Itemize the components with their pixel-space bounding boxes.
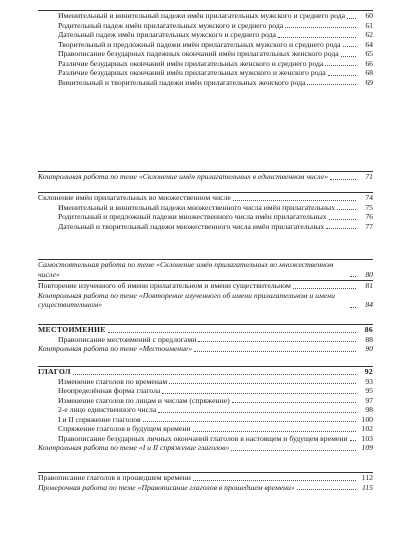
toc-entry[interactable] [38,473,373,483]
toc-section [38,472,373,492]
entry-title: Правописание местоимений с предлогами [58,334,197,344]
dot-leader [194,351,356,352]
toc-entry[interactable] [38,212,373,222]
toc-entry[interactable] [38,222,373,232]
entry-page: 92 [364,367,373,376]
toc-entry[interactable] [38,203,373,213]
toc-entry[interactable] [38,59,373,69]
entry-title: Контрольная работа по теме «Местоимение» [38,344,193,353]
dot-leader [329,219,356,220]
entry-page: 61 [365,20,373,30]
toc-entry[interactable] [38,21,373,31]
entry-page: 77 [365,221,373,231]
dot-leader [330,179,356,180]
toc-entry[interactable] [38,30,373,40]
entry-title: Неопределённая форма глагола [58,386,161,395]
entry-page: 115 [362,482,373,492]
toc-entry[interactable] [38,172,373,182]
entry-page: 97 [365,395,373,405]
entry-title: Именительный и винительный падежи множественного числа имён прилагательных [58,202,336,212]
entry-page: 88 [365,334,373,344]
toc-entry[interactable] [38,424,373,434]
entry-title: Контрольная работа по теме «Повторение изученного об имени прилагательном и имени существительном» [38,290,335,309]
entry-title: Винительный и творительный падежи имён прилагательных женского рода [58,77,306,87]
entry-title: Различие безударных окончаний имён прилагательных женского и среднего рода [58,58,324,68]
toc-entry[interactable] [38,405,373,415]
dot-leader [293,288,356,289]
toc-entry[interactable] [38,377,373,387]
toc-section [38,259,373,279]
entry-page: 84 [365,300,373,309]
dot-leader [337,209,356,210]
entry-page: 75 [365,202,373,212]
entry-page: 60 [365,11,373,20]
toc-entry[interactable] [38,11,373,21]
entry-page: 93 [365,376,373,386]
toc-section [38,192,373,231]
entry-title: Родительный и предложный падежи множественного числа имён прилагательных [58,212,327,221]
toc-entry[interactable] [38,443,373,453]
entry-title: 2-е лицо единственного числа [58,405,157,414]
dot-leader [343,46,356,47]
toc-entry[interactable] [38,68,373,78]
toc-entry[interactable] [38,386,373,396]
entry-title: Контрольная работа по теме «I и II спряжение глаголов» [38,443,230,452]
toc-entry[interactable] [38,40,373,50]
entry-title: Самостоятельная работа по теме «Склонение имён прилагательных во множественном числе» [38,260,334,279]
dot-leader [143,421,356,422]
toc-entry[interactable] [38,434,373,444]
entry-title: Склонение имён прилагательных во множественном числе [38,193,231,202]
dot-leader [325,65,356,66]
entry-page: 65 [365,49,373,58]
dot-leader [278,37,356,38]
toc-section [38,324,373,354]
dot-leader [347,18,356,19]
dot-leader [169,383,356,384]
entry-page: 76 [365,212,373,221]
entry-title: ГЛАГОЛ [38,367,71,376]
entry-page: 109 [361,443,373,452]
entry-title: Творительный и предложный падежи имён прилагательных мужского и среднего рода [58,39,341,49]
dot-leader [73,374,356,375]
entry-title: Правописание безударных падежных окончаний имён прилагательных женского рода [58,49,339,58]
entry-title: Дательный падеж имён прилагательных мужского и среднего рода [58,30,276,39]
toc-entry[interactable] [38,49,373,59]
entry-title: Дательный и творительный падежи множественного числа имён прилагательных [58,221,325,231]
entry-title: Проверочная работа по теме «Правописание глаголов в прошедшем времени» [38,482,295,492]
entry-title: Правописание безударных личных окончаний глаголов в настоящем и будущем времени [58,433,348,443]
entry-title: Спряжение глаголов в будущем времени [58,424,191,433]
dot-leader [108,332,356,333]
entry-page: 95 [365,386,373,395]
toc-entry[interactable] [38,344,373,354]
toc-entry[interactable] [38,325,373,335]
dot-leader [231,450,356,451]
entry-page: 103 [361,433,373,443]
entry-page: 112 [361,473,373,482]
entry-page: 100 [361,414,373,424]
toc-entry[interactable] [38,396,373,406]
entry-title: Повторение изученного об имени прилагательном и имени существительном [38,281,291,290]
toc-entry[interactable] [38,193,373,203]
dot-leader [193,480,356,481]
toc-entry[interactable] [38,367,373,377]
dot-leader [328,75,356,76]
entry-title: Родительный падеж имён прилагательных мужского и среднего рода [58,20,284,30]
entry-page: 90 [365,344,373,353]
dot-leader [232,402,356,403]
entry-page: 80 [365,269,373,279]
entry-title: МЕСТОИМЕНИЕ [38,325,106,334]
dot-leader [198,341,356,342]
entry-title: Различие безударных окончаний имён прилагательных мужского и женского рода [58,68,326,77]
dot-leader [158,412,356,413]
entry-page: 66 [365,58,373,68]
toc-section [38,280,373,310]
entry-page: 69 [365,77,373,87]
toc-entry[interactable] [38,415,373,425]
entry-page: 98 [365,405,373,414]
dot-leader [307,84,356,85]
entry-title: Изменение глаголов по лицам и числам (спряжение) [58,395,230,405]
entry-title: Изменение глаголов по временам [58,376,168,386]
dot-leader [233,200,356,201]
dot-leader [326,228,356,229]
entry-page: 71 [365,172,373,181]
toc-entry[interactable] [38,281,373,291]
toc-entry[interactable] [38,291,373,310]
toc-entry[interactable] [38,483,373,493]
entry-page: 64 [365,39,373,49]
entry-page: 81 [365,281,373,290]
entry-page: 102 [361,424,373,433]
entry-title: Именительный и винительный падежи имён прилагательных мужского и среднего рода [58,11,346,20]
dot-leader [297,489,356,490]
toc-entry[interactable] [38,335,373,345]
entry-page: 62 [365,30,373,39]
toc-entry[interactable] [38,78,373,88]
dot-leader [341,56,356,57]
toc-section [38,171,373,182]
toc-section [38,366,373,453]
entry-page: 74 [365,193,373,202]
entry-page: 68 [365,68,373,77]
entry-page: 86 [364,325,373,334]
entry-title: Правописание глаголов в прошедшем времени [38,473,191,482]
dot-leader [193,431,356,432]
dot-leader [162,393,356,394]
entry-title: I и II спряжение глаголов [58,414,141,424]
toc-entry[interactable] [38,260,373,279]
entry-title: Контрольная работа по теме «Склонение имён прилагательных в единственном числе» [38,172,329,181]
toc-section [38,10,373,87]
dot-leader [285,27,356,28]
